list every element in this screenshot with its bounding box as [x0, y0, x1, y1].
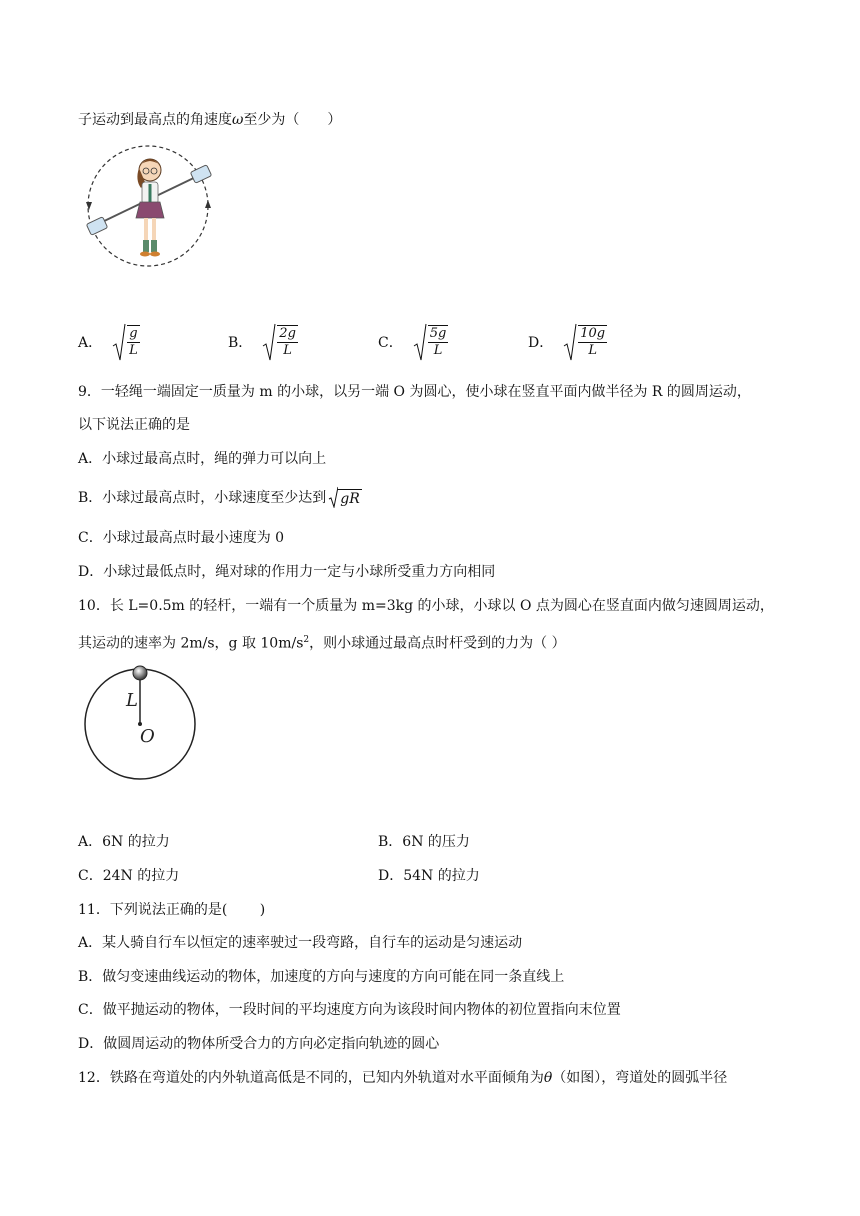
q11-option-d[interactable]: D．做圆周运动的物体所受合力的方向必定指向轨迹的圆心	[78, 1036, 440, 1052]
q10-stem-line1: 10．长 L=0.5m 的轻杆，一端有一个质量为 m=3kg 的小球，小球以 O 点为圆心在竖直面内做匀速圆周运动，	[78, 598, 774, 614]
q10-option-a[interactable]: A．6N 的拉力	[78, 834, 170, 850]
q8-option-b[interactable]: B． $\frac{2g}{L}$	[228, 322, 298, 362]
q10-option-c[interactable]: C．24N 的拉力	[78, 868, 180, 884]
sqrt-symbol: $\frac{g}{L}$	[112, 322, 140, 362]
label-L: L	[126, 690, 138, 711]
q11-option-c[interactable]: C．做平抛运动的物体，一段时间的平均速度方向为该段时间内物体的初位置指向末位置	[78, 1002, 621, 1018]
girl-rotating-cups-figure	[84, 140, 214, 272]
rod-circle-figure	[80, 664, 198, 782]
q10-stem-line2: 其运动的速率为 2m/s，g 取 $10m/s^2$，则小球通过最高点时杆受到的力为（ ）	[78, 635, 566, 652]
q8-option-c[interactable]: C． $\frac{5g}{L}$	[378, 322, 448, 362]
q11-option-a[interactable]: A．某人骑自行车以恒定的速率驶过一段弯路，自行车的运动是匀速运动	[78, 935, 523, 951]
sqrt-symbol: $\frac{5g}{L}$	[413, 322, 449, 362]
sqrt-gR: gR	[328, 486, 362, 508]
label-O: O	[140, 726, 155, 747]
q8-stem: 子运动到最高点的角速度ω至少为（ ）	[78, 112, 342, 128]
sqrt-symbol: $\frac{10g}{L}$	[563, 322, 607, 362]
omega-symbol: ω	[232, 112, 244, 128]
q9-option-b[interactable]: B．小球过最高点时，小球速度至少达到 gR	[78, 486, 362, 508]
q10-option-d[interactable]: D．54N 的拉力	[378, 868, 480, 884]
q9-stem-line1: 9．一轻绳一端固定一质量为 m 的小球，以另一端 O 为圆心，使小球在竖直平面内做半径为 R 的圆周运动，	[78, 384, 751, 400]
q12-stem: 12．铁路在弯道处的内外轨道高低是不同的，已知内外轨道对水平面倾角为θ（如图），弯道处的圆弧半径	[78, 1070, 728, 1086]
q8-option-a[interactable]: A． $\frac{g}{L}$	[78, 322, 140, 362]
q11-option-b[interactable]: B．做匀变速曲线运动的物体，加速度的方向与速度的方向可能在同一条直线上	[78, 969, 565, 985]
sqrt-symbol: $\frac{2g}{L}$	[262, 322, 298, 362]
q10-option-b[interactable]: B．6N 的压力	[378, 834, 470, 850]
q8-option-d[interactable]: D． $\frac{10g}{L}$	[528, 322, 607, 362]
q9-option-d[interactable]: D．小球过最低点时，绳对球的作用力一定与小球所受重力方向相同	[78, 564, 496, 580]
q9-option-a[interactable]: A．小球过最高点时，绳的弹力可以向上	[78, 451, 327, 467]
theta-symbol: θ	[543, 1070, 553, 1086]
q11-stem: 11．下列说法正确的是( )	[78, 902, 266, 918]
q9-stem-line2: 以下说法正确的是	[78, 417, 190, 433]
q9-option-c[interactable]: C．小球过最高点时最小速度为 0	[78, 530, 285, 546]
